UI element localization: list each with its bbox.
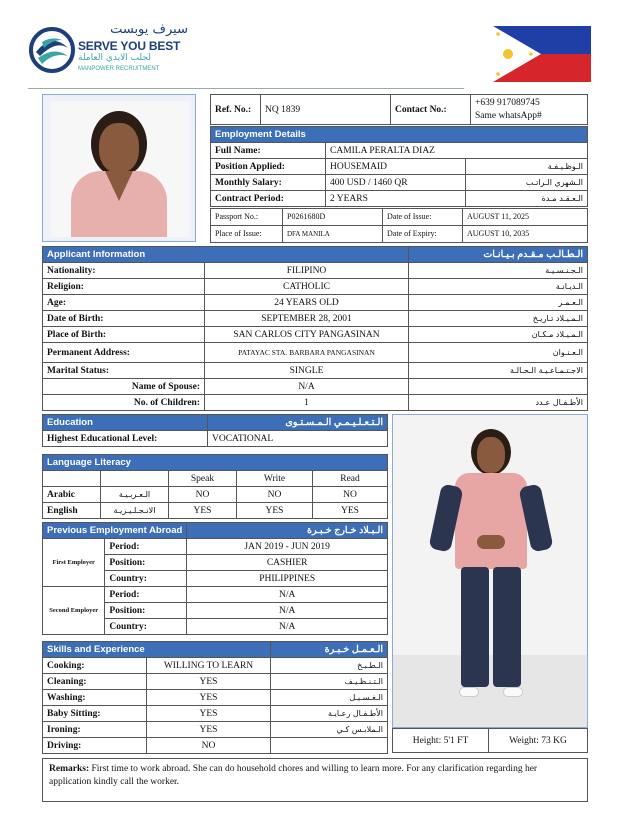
- religion-value: CATHOLIC: [205, 279, 409, 295]
- logo-name: SERVE YOU BEST: [78, 39, 181, 53]
- children-value: 1: [205, 395, 409, 411]
- cleaning-value: YES: [147, 674, 271, 690]
- birthplace-value: SAN CARLOS CITY PANGASINAN: [205, 327, 409, 343]
- ironing-value: YES: [147, 722, 271, 738]
- education-table: [42, 414, 388, 447]
- full-name-label: Full Name:: [211, 143, 326, 159]
- table-row: [43, 279, 588, 295]
- salary-arabic: الـشهري الـراتـب: [466, 175, 588, 191]
- table-row: [43, 503, 388, 519]
- logo-arabic-sub: لجلب الايدي العاملة: [78, 53, 151, 63]
- employment-details-table: [210, 126, 588, 207]
- marital-arabic: الاجـتـمـاعـيـة الـحـالـة: [409, 363, 588, 379]
- applicant-header-arabic: الـطـالـب مـقـدم بـيـانـات: [409, 247, 588, 263]
- second-country-label: Country:: [105, 619, 187, 635]
- height-weight-table: [392, 728, 588, 753]
- issue-place-label: Place of Issue:: [211, 226, 283, 243]
- ironing-arabic: الـملابـس كـي: [271, 722, 388, 738]
- religion-label: Religion:: [43, 279, 205, 295]
- write-header: Write: [237, 471, 313, 487]
- washing-label: Washing:: [43, 690, 147, 706]
- first-country-value: PHILIPPINES: [187, 571, 388, 587]
- english-label-arabic: الانـجـلـيـزيـة: [101, 503, 169, 519]
- marital-value: SINGLE: [205, 363, 409, 379]
- ironing-label: Ironing:: [43, 722, 147, 738]
- skills-table: [42, 641, 388, 754]
- second-country-value: N/A: [187, 619, 388, 635]
- table-row: [43, 379, 588, 395]
- arabic-read: NO: [313, 487, 388, 503]
- table-row: [43, 327, 588, 343]
- passport-no-value: P0261680D: [283, 209, 383, 226]
- education-label: Highest Educational Level:: [43, 431, 208, 447]
- arabic-label: Arabic: [43, 487, 101, 503]
- issue-place-value: DFA MANILA: [283, 226, 383, 243]
- read-header: Read: [313, 471, 388, 487]
- remarks-text: First time to work abroad. She can do household chores and willing to learn more. For any clarification regarding her application kindly call the worker.: [49, 764, 538, 787]
- religion-arabic: الـديـانـة: [409, 279, 588, 295]
- position-arabic: الـوظـيـفـة: [466, 159, 588, 175]
- cooking-label: Cooking:: [43, 658, 147, 674]
- employment-header: Employment Details: [211, 127, 588, 143]
- first-country-label: Country:: [105, 571, 187, 587]
- arabic-label-arabic: الـعـربـيـة: [101, 487, 169, 503]
- dob-arabic: الـمـيـلاد تـاريـخ: [409, 311, 588, 327]
- spouse-label: Name of Spouse:: [43, 379, 205, 395]
- driving-arabic: [271, 738, 388, 754]
- english-write: YES: [237, 503, 313, 519]
- first-position-value: CASHIER: [187, 555, 388, 571]
- ref-label: Ref. No.:: [211, 95, 261, 125]
- applicant-photo: [42, 94, 196, 242]
- full-name-value: CAMILA PERALTA DIAZ: [326, 143, 588, 159]
- nationality-arabic: الـجـنـسـيـة: [409, 263, 588, 279]
- table-row: [43, 658, 388, 674]
- children-arabic: الأطـفـال عـدد: [409, 395, 588, 411]
- driving-value: NO: [147, 738, 271, 754]
- issue-date-value: AUGUST 11, 2025: [463, 209, 588, 226]
- company-logo: [28, 22, 188, 78]
- cleaning-arabic: الـتـنـظـيـف: [271, 674, 388, 690]
- second-period-label: Period:: [105, 587, 187, 603]
- second-position-label: Position:: [105, 603, 187, 619]
- second-employer-label: Second Employer: [43, 587, 105, 635]
- header-divider: [28, 88, 464, 89]
- age-value: 24 YEARS OLD: [205, 295, 409, 311]
- age-label: Age:: [43, 295, 205, 311]
- arabic-speak: NO: [169, 487, 237, 503]
- education-header: Education: [43, 415, 208, 431]
- table-row: [43, 487, 388, 503]
- second-period-value: N/A: [187, 587, 388, 603]
- height-value: Height: 5'1 FT: [393, 729, 489, 753]
- address-value: PATAYAC STA. BARBARA PANGASINAN: [205, 343, 409, 363]
- skills-header: Skills and Experience: [43, 642, 271, 658]
- second-position-value: N/A: [187, 603, 388, 619]
- language-header: Language Literacy: [43, 455, 388, 471]
- previous-header: Previous Employment Abroad: [43, 523, 187, 539]
- nationality-value: FILIPINO: [205, 263, 409, 279]
- weight-value: Weight: 73 KG: [489, 729, 588, 753]
- logo-sub: MANPOWER RECRUITMENT: [78, 66, 160, 72]
- dob-label: Date of Birth:: [43, 311, 205, 327]
- table-row: [43, 395, 588, 411]
- english-speak: YES: [169, 503, 237, 519]
- ref-value: NQ 1839: [261, 95, 391, 125]
- salary-label: Monthly Salary:: [211, 175, 326, 191]
- washing-value: YES: [147, 690, 271, 706]
- applicant-information-table: [42, 246, 588, 411]
- table-row: [43, 706, 388, 722]
- dob-value: SEPTEMBER 28, 2001: [205, 311, 409, 327]
- birthplace-arabic: الـمـيـلاد مـكـان: [409, 327, 588, 343]
- marital-label: Marital Status:: [43, 363, 205, 379]
- contract-value: 2 YEARS: [326, 191, 466, 207]
- table-row: [43, 674, 388, 690]
- expiry-date-label: Date of Expiry:: [383, 226, 463, 243]
- baby-sitting-value: YES: [147, 706, 271, 722]
- logo-arabic-name: سيرف يوبست: [110, 22, 188, 37]
- first-period-value: JAN 2019 - JUN 2019: [187, 539, 388, 555]
- baby-sitting-arabic: الأطـفـال رعـايـة: [271, 706, 388, 722]
- previous-employment-table: [42, 522, 388, 635]
- cooking-arabic: الـطـبـخ: [271, 658, 388, 674]
- cooking-value: WILLING TO LEARN: [147, 658, 271, 674]
- position-label: Position Applied:: [211, 159, 326, 175]
- address-arabic: الـعـنـوان: [409, 343, 588, 363]
- full-body-photo: [392, 414, 588, 728]
- cleaning-label: Cleaning:: [43, 674, 147, 690]
- washing-arabic: الـغـسـيـل: [271, 690, 388, 706]
- table-row: [43, 363, 588, 379]
- english-read: YES: [313, 503, 388, 519]
- education-value: VOCATIONAL: [208, 431, 388, 447]
- age-arabic: الـعـمـر: [409, 295, 588, 311]
- spouse-value: N/A: [205, 379, 409, 395]
- language-table: [42, 454, 388, 519]
- skills-header-arabic: الـعـمـل خـبـرة: [271, 642, 388, 658]
- education-header-arabic: الـتـعـلـيـمـي الـمـسـتـوى: [208, 415, 388, 431]
- children-label: No. of Children:: [43, 395, 205, 411]
- applicant-header: Applicant Information: [43, 247, 409, 263]
- passport-table: [210, 208, 588, 243]
- english-label: English: [43, 503, 101, 519]
- table-row: [43, 295, 588, 311]
- contract-arabic: الـعـقـد مـدة: [466, 191, 588, 207]
- speak-header: Speak: [169, 471, 237, 487]
- salary-value: 400 USD / 1460 QR: [326, 175, 466, 191]
- driving-label: Driving:: [43, 738, 147, 754]
- first-employer-label: First Employer: [43, 539, 105, 587]
- philippines-flag-icon: [493, 26, 591, 82]
- contact-label: Contact No.:: [391, 95, 471, 125]
- contact-note: Same whatsApp#: [475, 110, 542, 121]
- address-label: Permanent Address:: [43, 343, 205, 363]
- remarks-label: Remarks:: [49, 764, 90, 774]
- previous-header-arabic: الـبـلاد خـارج خـبـرة: [187, 523, 388, 539]
- table-row: [43, 690, 388, 706]
- table-row: [43, 311, 588, 327]
- issue-date-label: Date of Issue:: [383, 209, 463, 226]
- table-row: [43, 343, 588, 363]
- first-position-label: Position:: [105, 555, 187, 571]
- baby-sitting-label: Baby Sitting:: [43, 706, 147, 722]
- nationality-label: Nationality:: [43, 263, 205, 279]
- expiry-date-value: AUGUST 10, 2035: [463, 226, 588, 243]
- remarks-box: [42, 758, 588, 802]
- contract-label: Contract Period:: [211, 191, 326, 207]
- arabic-write: NO: [237, 487, 313, 503]
- spouse-arabic: [409, 379, 588, 395]
- ref-contact-table: [210, 94, 588, 125]
- position-value: HOUSEMAID: [326, 159, 466, 175]
- table-row: [43, 263, 588, 279]
- logo-globe-icon: [28, 26, 76, 74]
- table-row: [43, 738, 388, 754]
- passport-no-label: Passport No.:: [211, 209, 283, 226]
- first-period-label: Period:: [105, 539, 187, 555]
- table-row: [43, 722, 388, 738]
- birthplace-label: Place of Birth:: [43, 327, 205, 343]
- contact-value: +639 917089745: [475, 97, 540, 108]
